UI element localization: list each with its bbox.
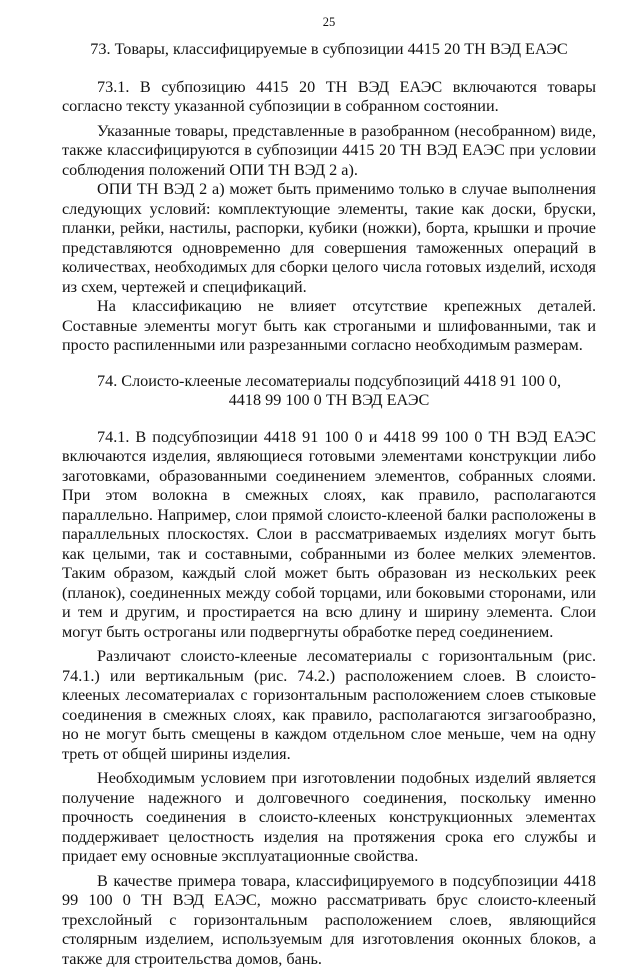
section-74-heading-line2: 4418 99 100 0 ТН ВЭД ЕАЭС	[62, 391, 596, 411]
paragraph-74-4: В качестве примера товара, классифицируемого в подсубпозиции 4418 99 100 0 ТН ВЭД ЕАЭС, можно рассматривать брус слоисто-клееный трехслойный с горизонтальным расположением слоев, являющийся столярным изделием, используемым для изготовления оконных блоков, а также для строительства домов, бань.	[62, 872, 596, 969]
paragraph-73-1: 73.1. В субпозицию 4415 20 ТН ВЭД ЕАЭС включаются товары согласно тексту указанной субпозиции в собранном состоянии.	[62, 78, 596, 117]
paragraph-74-1: 74.1. В подсубпозиции 4418 91 100 0 и 4418 99 100 0 ТН ВЭД ЕАЭС включаются изделия, являющиеся готовыми элементами конструкции либо заготовками, образованными соединением элементов, собранных слоями. При этом волокна в смежных слоях, как правило, располагаются параллельно. Например, слои прямой слоисто-клееной балки расположены в параллельных плоскостях. Слои в рассматриваемых изделиях могут быть как целыми, так и составными, собранными из более мелких элементов. Таким образом, каждый слой может быть образован из нескольких реек (планок), соединенных между собой торцами, или боковыми сторонами, или и тем и другим, и простирается на всю длину и ширину элемента. Слои могут быть остроганы или подвергнуты обработке перед соединением.	[62, 428, 596, 643]
document-page	[62, 14, 596, 969]
paragraph-73-2: Указанные товары, представленные в разобранном (несобранном) виде, также классифицируются в субпозиции 4415 20 ТН ВЭД ЕАЭС при условии соблюдения положений ОПИ ТН ВЭД 2 а).	[62, 122, 596, 181]
section-74-heading	[62, 372, 596, 411]
page-number: 25	[62, 14, 596, 30]
paragraph-74-2: Различают слоисто-клееные лесоматериалы с горизонтальным (рис. 74.1.) или вертикальным (рис. 74.2.) расположением слоев. В слоисто-клееных лесоматериалах с горизонтальным расположением слоев стыковые соединения в смежных слоях, как правило, располагаются зигзагообразно, но не могут быть смещены в каждом отдельном слое меньше, чем на одну треть от общей ширины изделия.	[62, 647, 596, 764]
section-73-heading: 73. Товары, классифицируемые в субпозиции 4415 20 ТН ВЭД ЕАЭС	[62, 40, 596, 60]
paragraph-73-4: На классификацию не влияет отсутствие крепежных деталей. Составные элементы могут быть как строгаными и шлифованными, так и просто распиленными или разрезанными согласно необходимым размерам.	[62, 297, 596, 356]
paragraph-74-3: Необходимым условием при изготовлении подобных изделий является получение надежного и долговечного соединения, поскольку именно прочность соединения в слоисто-клееных конструкционных элементах поддерживает целостность изделия на протяжения срока его службы и придает ему основные эксплуатационные свойства.	[62, 769, 596, 867]
paragraph-73-3: ОПИ ТН ВЭД 2 а) может быть применимо только в случае выполнения следующих условий: комплектующие элементы, такие как доски, бруски, планки, рейки, настилы, распорки, кубики (ножки), борта, крышки и прочие представляются одновременно для совершения таможенных операций в количествах, необходимых для сборки целого числа готовых изделий, исходя из схем, чертежей и спецификаций.	[62, 180, 596, 297]
section-74-heading-line1: 74. Слоисто-клееные лесоматериалы подсубпозиций 4418 91 100 0,	[62, 372, 596, 392]
